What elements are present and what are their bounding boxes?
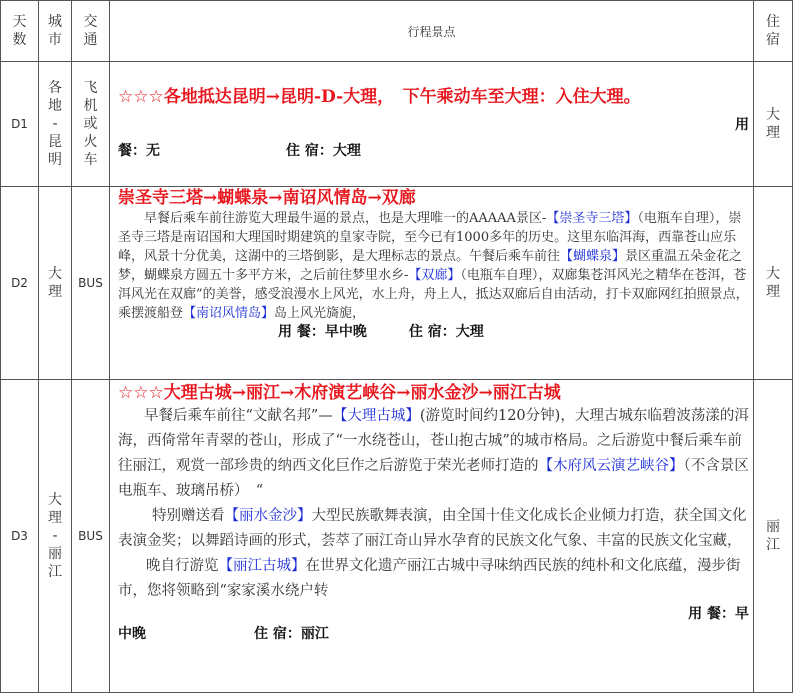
header-itinerary: 行程景点 <box>110 1 754 62</box>
city-cell: 各 地 - 昆 明 <box>39 62 72 187</box>
stars-icon: ☆☆☆ <box>118 383 164 403</box>
transport-cell: BUS <box>72 187 110 380</box>
meal-info: 餐：无 <box>118 143 160 159</box>
transport-cell: 飞 机 或 火 车 <box>72 62 110 187</box>
day-row-d1 <box>1 62 793 187</box>
city-cell: 大 理 - 丽 江 <box>39 380 72 693</box>
header-stay: 住 宿 <box>754 1 793 62</box>
header-row <box>1 1 793 62</box>
transport-cell: BUS <box>72 380 110 693</box>
header-city: 城 市 <box>39 1 72 62</box>
attraction-link[interactable]: 【丽江古城】 <box>218 558 306 574</box>
itinerary-cell <box>110 380 754 693</box>
city-cell: 大 理 <box>39 187 72 380</box>
stay-info: 住 宿：丽江 <box>254 626 329 642</box>
day-row-d2 <box>1 187 793 380</box>
stay-cell: 丽 江 <box>754 380 793 693</box>
day-description: 早餐后乘车前往游览大理最牛逼的景点，也是大理唯一的AAAAA景区-【崇圣寺三塔】（电瓶车自理），崇圣寺三塔是南诏国和大理国时期建筑的皇家寺院，至今已有1000多年的历史。这里东临洱海，西靠苍山应乐峰，风景十分优美，这湖中的三塔倒影，是大理标志的景点。午餐后乘车前往【蝴蝶泉】景区重温五朵金花之梦，蝴蝶泉方圆五十多平方米，之后前往梦里水乡-【双廊】（电瓶车自理），双廊集苍洱风光之精华在苍洱，苍洱风光在双廊”的美誉，感受浪漫水上风光，水上舟，舟上人，抵达双廊后自由活动，打卡双廊网红拍照景点，乘摆渡船登【南诏风情岛】岛上风光旖旎， <box>118 211 749 321</box>
day-title: ☆☆☆大理古城→丽江→木府演艺峡谷→丽水金沙→丽江古城 <box>118 383 561 403</box>
meal-stay-line <box>118 140 749 160</box>
stay-cell: 大 理 <box>754 62 793 187</box>
header-days: 天 数 <box>1 1 39 62</box>
attraction-link[interactable]: 【蝴蝶泉】 <box>560 249 626 264</box>
attraction-link[interactable]: 【崇圣寺三塔】 <box>546 211 638 226</box>
day-title: ☆☆☆各地抵达昆明→昆明-D-大理， 下午乘动车至大理：入住大理。 <box>118 87 641 107</box>
meal-stay-line: 用 餐：早中晚 住 宿：大理 <box>278 324 484 340</box>
attraction-link[interactable]: 【双廊】 <box>408 268 461 283</box>
attraction-link[interactable]: 【丽水金沙】 <box>224 508 312 524</box>
attraction-link[interactable]: 【大理古城】 <box>332 408 420 424</box>
attraction-link[interactable]: 【木府风云演艺峡谷】 <box>538 458 684 474</box>
meal-suffix: 用 <box>735 117 749 133</box>
evening-description: 晚自行游览【丽江古城】在世界文化遗产丽江古城中寻味纳西民族的纯朴和文化底蕴，漫步街市，您将领略到“家家溪水绕户转 <box>118 558 741 599</box>
meal-stay-line <box>118 624 749 644</box>
day-row-d3 <box>1 380 793 693</box>
day-label: D3 <box>1 380 39 693</box>
day-label: D2 <box>1 187 39 380</box>
attraction-link[interactable]: 【南诏风情岛】 <box>183 306 275 321</box>
meal-right: 用 餐：早 <box>688 606 749 622</box>
stars-icon: ☆☆☆ <box>118 87 164 107</box>
itinerary-cell <box>110 187 754 380</box>
day-description: 早餐后乘车前往“文献名邦”—【大理古城】(游览时间约120分钟)，大理古城东临碧波荡漾的洱海，西倚常年青翠的苍山，形成了“一水绕苍山，苍山抱古城”的城市格局。之后游览中餐后乘车前往丽江，观赏一部珍贵的纳西文化巨作之后游览于荣光老师打造的【木府风云演艺峡谷】（不含景区电瓶车、玻璃吊桥） “ <box>118 408 749 499</box>
gift-description: 特别赠送看【丽水金沙】大型民族歌舞表演，由全国十佳文化成长企业倾力打造，获全国文化表演金奖；以舞蹈诗画的形式，荟萃了丽江奇山异水孕育的民族文化气象、丰富的民族文化宝藏， <box>118 508 747 549</box>
meal-info: 中晚 <box>118 626 146 642</box>
day-title: 崇圣寺三塔→蝴蝶泉→南诏风情岛→双廊 <box>118 188 416 208</box>
day-label: D1 <box>1 62 39 187</box>
header-transport: 交 通 <box>72 1 110 62</box>
stay-info: 住 宿：大理 <box>286 143 361 159</box>
itinerary-cell <box>110 62 754 187</box>
stay-cell: 大 理 <box>754 187 793 380</box>
